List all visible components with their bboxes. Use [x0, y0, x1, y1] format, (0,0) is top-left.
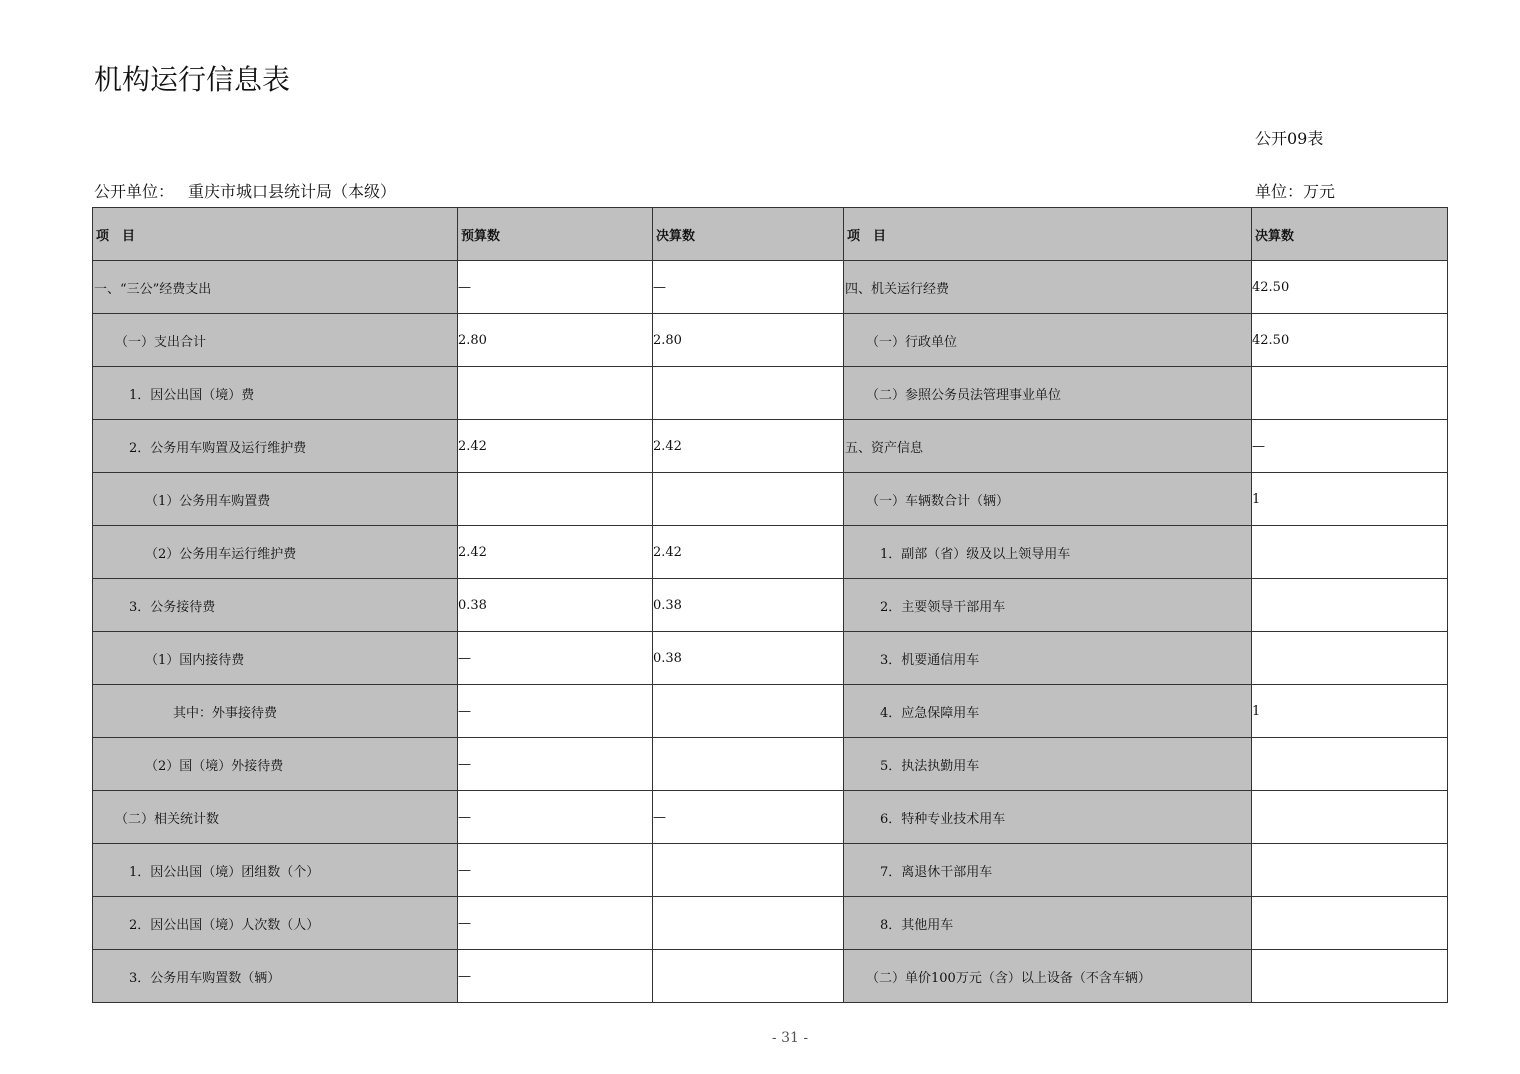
header-item-left: 项 目	[93, 208, 458, 261]
reporting-unit	[94, 179, 396, 202]
final-value-left	[653, 473, 844, 526]
budget-value: 0.38	[458, 579, 653, 632]
final-value-left: 0.38	[653, 579, 844, 632]
final-value-left	[653, 950, 844, 1003]
row-label-left: 1．因公出国（境）费	[93, 367, 458, 420]
row-label-left: 一、“三公”经费支出	[93, 261, 458, 314]
budget-value: —	[458, 844, 653, 897]
row-label-left: （二）相关统计数	[93, 791, 458, 844]
final-value-left	[653, 685, 844, 738]
final-value-left: 2.80	[653, 314, 844, 367]
row-label-left: （1）公务用车购置费	[93, 473, 458, 526]
row-label-left: 3．公务接待费	[93, 579, 458, 632]
operation-info-table	[92, 207, 1448, 1003]
final-value-right: 1	[1252, 685, 1448, 738]
budget-value: —	[458, 261, 653, 314]
final-value-right: —	[1252, 420, 1448, 473]
final-value-left	[653, 738, 844, 791]
table-row	[93, 579, 1448, 632]
final-value-left: —	[653, 261, 844, 314]
row-label-left: 2．公务用车购置及运行维护费	[93, 420, 458, 473]
row-label-right: 四、机关运行经费	[844, 261, 1252, 314]
row-label-right: 2．主要领导干部用车	[844, 579, 1252, 632]
row-label-left: 2．因公出国（境）人次数（人）	[93, 897, 458, 950]
table-row	[93, 738, 1448, 791]
row-label-right: 5．执法执勤用车	[844, 738, 1252, 791]
header-final-left: 决算数	[653, 208, 844, 261]
table-row	[93, 897, 1448, 950]
table-row	[93, 791, 1448, 844]
final-value-right	[1252, 526, 1448, 579]
row-label-left: 3．公务用车购置数（辆）	[93, 950, 458, 1003]
form-number: 公开09表	[1255, 129, 1324, 148]
header-budget: 预算数	[458, 208, 653, 261]
row-label-right: 6．特种专业技术用车	[844, 791, 1252, 844]
row-label-right: 8．其他用车	[844, 897, 1252, 950]
table-header-row	[93, 208, 1448, 261]
row-label-right: 3．机要通信用车	[844, 632, 1252, 685]
budget-value: 2.42	[458, 526, 653, 579]
final-value-right	[1252, 579, 1448, 632]
page-number: - 31 -	[771, 1030, 809, 1046]
final-value-right	[1252, 791, 1448, 844]
final-value-left: 2.42	[653, 420, 844, 473]
row-label-left: （1）国内接待费	[93, 632, 458, 685]
final-value-right	[1252, 844, 1448, 897]
budget-value: 2.80	[458, 314, 653, 367]
final-value-left	[653, 367, 844, 420]
final-value-left: —	[653, 791, 844, 844]
table-row	[93, 314, 1448, 367]
row-label-left: （一）支出合计	[93, 314, 458, 367]
currency-unit: 单位：万元	[1255, 182, 1336, 201]
budget-value	[458, 473, 653, 526]
budget-value: —	[458, 685, 653, 738]
final-value-right	[1252, 950, 1448, 1003]
table-row	[93, 261, 1448, 314]
final-value-left	[653, 897, 844, 950]
row-label-right: （一）车辆数合计（辆）	[844, 473, 1252, 526]
final-value-right	[1252, 738, 1448, 791]
row-label-left: （2）国（境）外接待费	[93, 738, 458, 791]
header-item-right: 项 目	[844, 208, 1252, 261]
row-label-left: 其中：外事接待费	[93, 685, 458, 738]
budget-value: —	[458, 738, 653, 791]
header-final-right: 决算数	[1252, 208, 1448, 261]
final-value-right: 42.50	[1252, 261, 1448, 314]
row-label-left: （2）公务用车运行维护费	[93, 526, 458, 579]
budget-value	[458, 367, 653, 420]
budget-value: —	[458, 632, 653, 685]
row-label-right: 五、资产信息	[844, 420, 1252, 473]
budget-value: —	[458, 791, 653, 844]
table-row	[93, 632, 1448, 685]
row-label-right: （一）行政单位	[844, 314, 1252, 367]
final-value-left: 2.42	[653, 526, 844, 579]
table-row	[93, 473, 1448, 526]
row-label-left: 1．因公出国（境）团组数（个）	[93, 844, 458, 897]
final-value-left: 0.38	[653, 632, 844, 685]
final-value-right	[1252, 897, 1448, 950]
budget-value: —	[458, 950, 653, 1003]
final-value-right: 42.50	[1252, 314, 1448, 367]
budget-value: —	[458, 897, 653, 950]
table-row	[93, 844, 1448, 897]
page-title: 机构运行信息表	[94, 63, 291, 96]
row-label-right: （二）单价100万元（含）以上设备（不含车辆）	[844, 950, 1252, 1003]
budget-value: 2.42	[458, 420, 653, 473]
table-row	[93, 950, 1448, 1003]
table-row	[93, 367, 1448, 420]
table-row	[93, 685, 1448, 738]
reporting-unit-label: 公开单位：	[94, 182, 175, 201]
table-row	[93, 526, 1448, 579]
row-label-right: 1．副部（省）级及以上领导用车	[844, 526, 1252, 579]
final-value-left	[653, 844, 844, 897]
reporting-unit-name: 重庆市城口县统计局（本级）	[188, 182, 397, 201]
row-label-right: 4．应急保障用车	[844, 685, 1252, 738]
table-row	[93, 420, 1448, 473]
row-label-right: 7．离退休干部用车	[844, 844, 1252, 897]
final-value-right	[1252, 632, 1448, 685]
final-value-right: 1	[1252, 473, 1448, 526]
final-value-right	[1252, 367, 1448, 420]
row-label-right: （二）参照公务员法管理事业单位	[844, 367, 1252, 420]
